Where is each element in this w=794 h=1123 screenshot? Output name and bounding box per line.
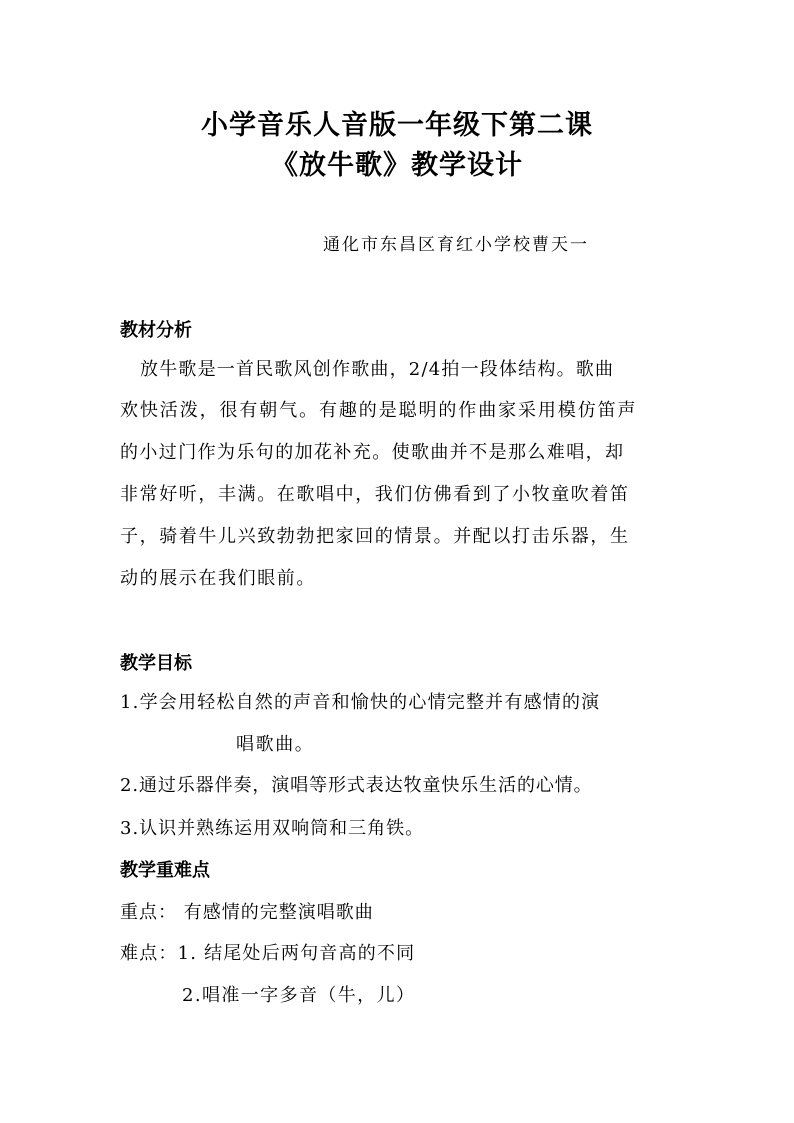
section-heading-focus: 教学重难点 (120, 860, 210, 881)
analysis-line-2: 欢快活泼，很有朝气。有趣的是聪明的作曲家采用模仿笛声 (120, 400, 638, 421)
section-heading-goals: 教学目标 (120, 653, 192, 674)
difficulty-line-1: 难点：1. 结尾处后两句音高的不同 (120, 943, 416, 964)
analysis-line-1: 放牛歌是一首民歌风创作歌曲，2/4拍一段体结构。歌曲 (140, 359, 615, 380)
title-line-2: 《放牛歌》教学设计 (271, 150, 523, 181)
section-heading-analysis: 教材分析 (120, 320, 192, 341)
author-line: 通化市东昌区育红小学校曹天一 (323, 235, 589, 255)
analysis-line-3: 的小过门作为乐句的加花补充。使歌曲并不是那么难唱，却 (120, 442, 625, 463)
goal-item-1: 1.学会用轻松自然的声音和愉快的心情完整并有感情的演 (120, 692, 601, 713)
title-line-1: 小学音乐人音版一年级下第二课 (201, 110, 593, 141)
goal-item-2: 2.通过乐器伴奏，演唱等形式表达牧童快乐生活的心情。 (120, 775, 593, 796)
difficulty-line-2: 2.唱准一字多音（牛，儿） (182, 985, 416, 1006)
goal-item-1-continued: 唱歌曲。 (236, 734, 315, 755)
goal-item-3: 3.认识并熟练运用双响筒和三角铁。 (120, 818, 425, 839)
key-point-line: 重点： 有感情的完整演唱歌曲 (120, 902, 374, 923)
analysis-line-4: 非常好听，丰满。在歌唱中，我们仿佛看到了小牧童吹着笛 (120, 484, 630, 505)
analysis-line-6: 动的展示在我们眼前。 (120, 568, 316, 589)
analysis-line-5: 子，骑着牛儿兴致勃勃把家回的情景。并配以打击乐器，生 (120, 526, 630, 547)
